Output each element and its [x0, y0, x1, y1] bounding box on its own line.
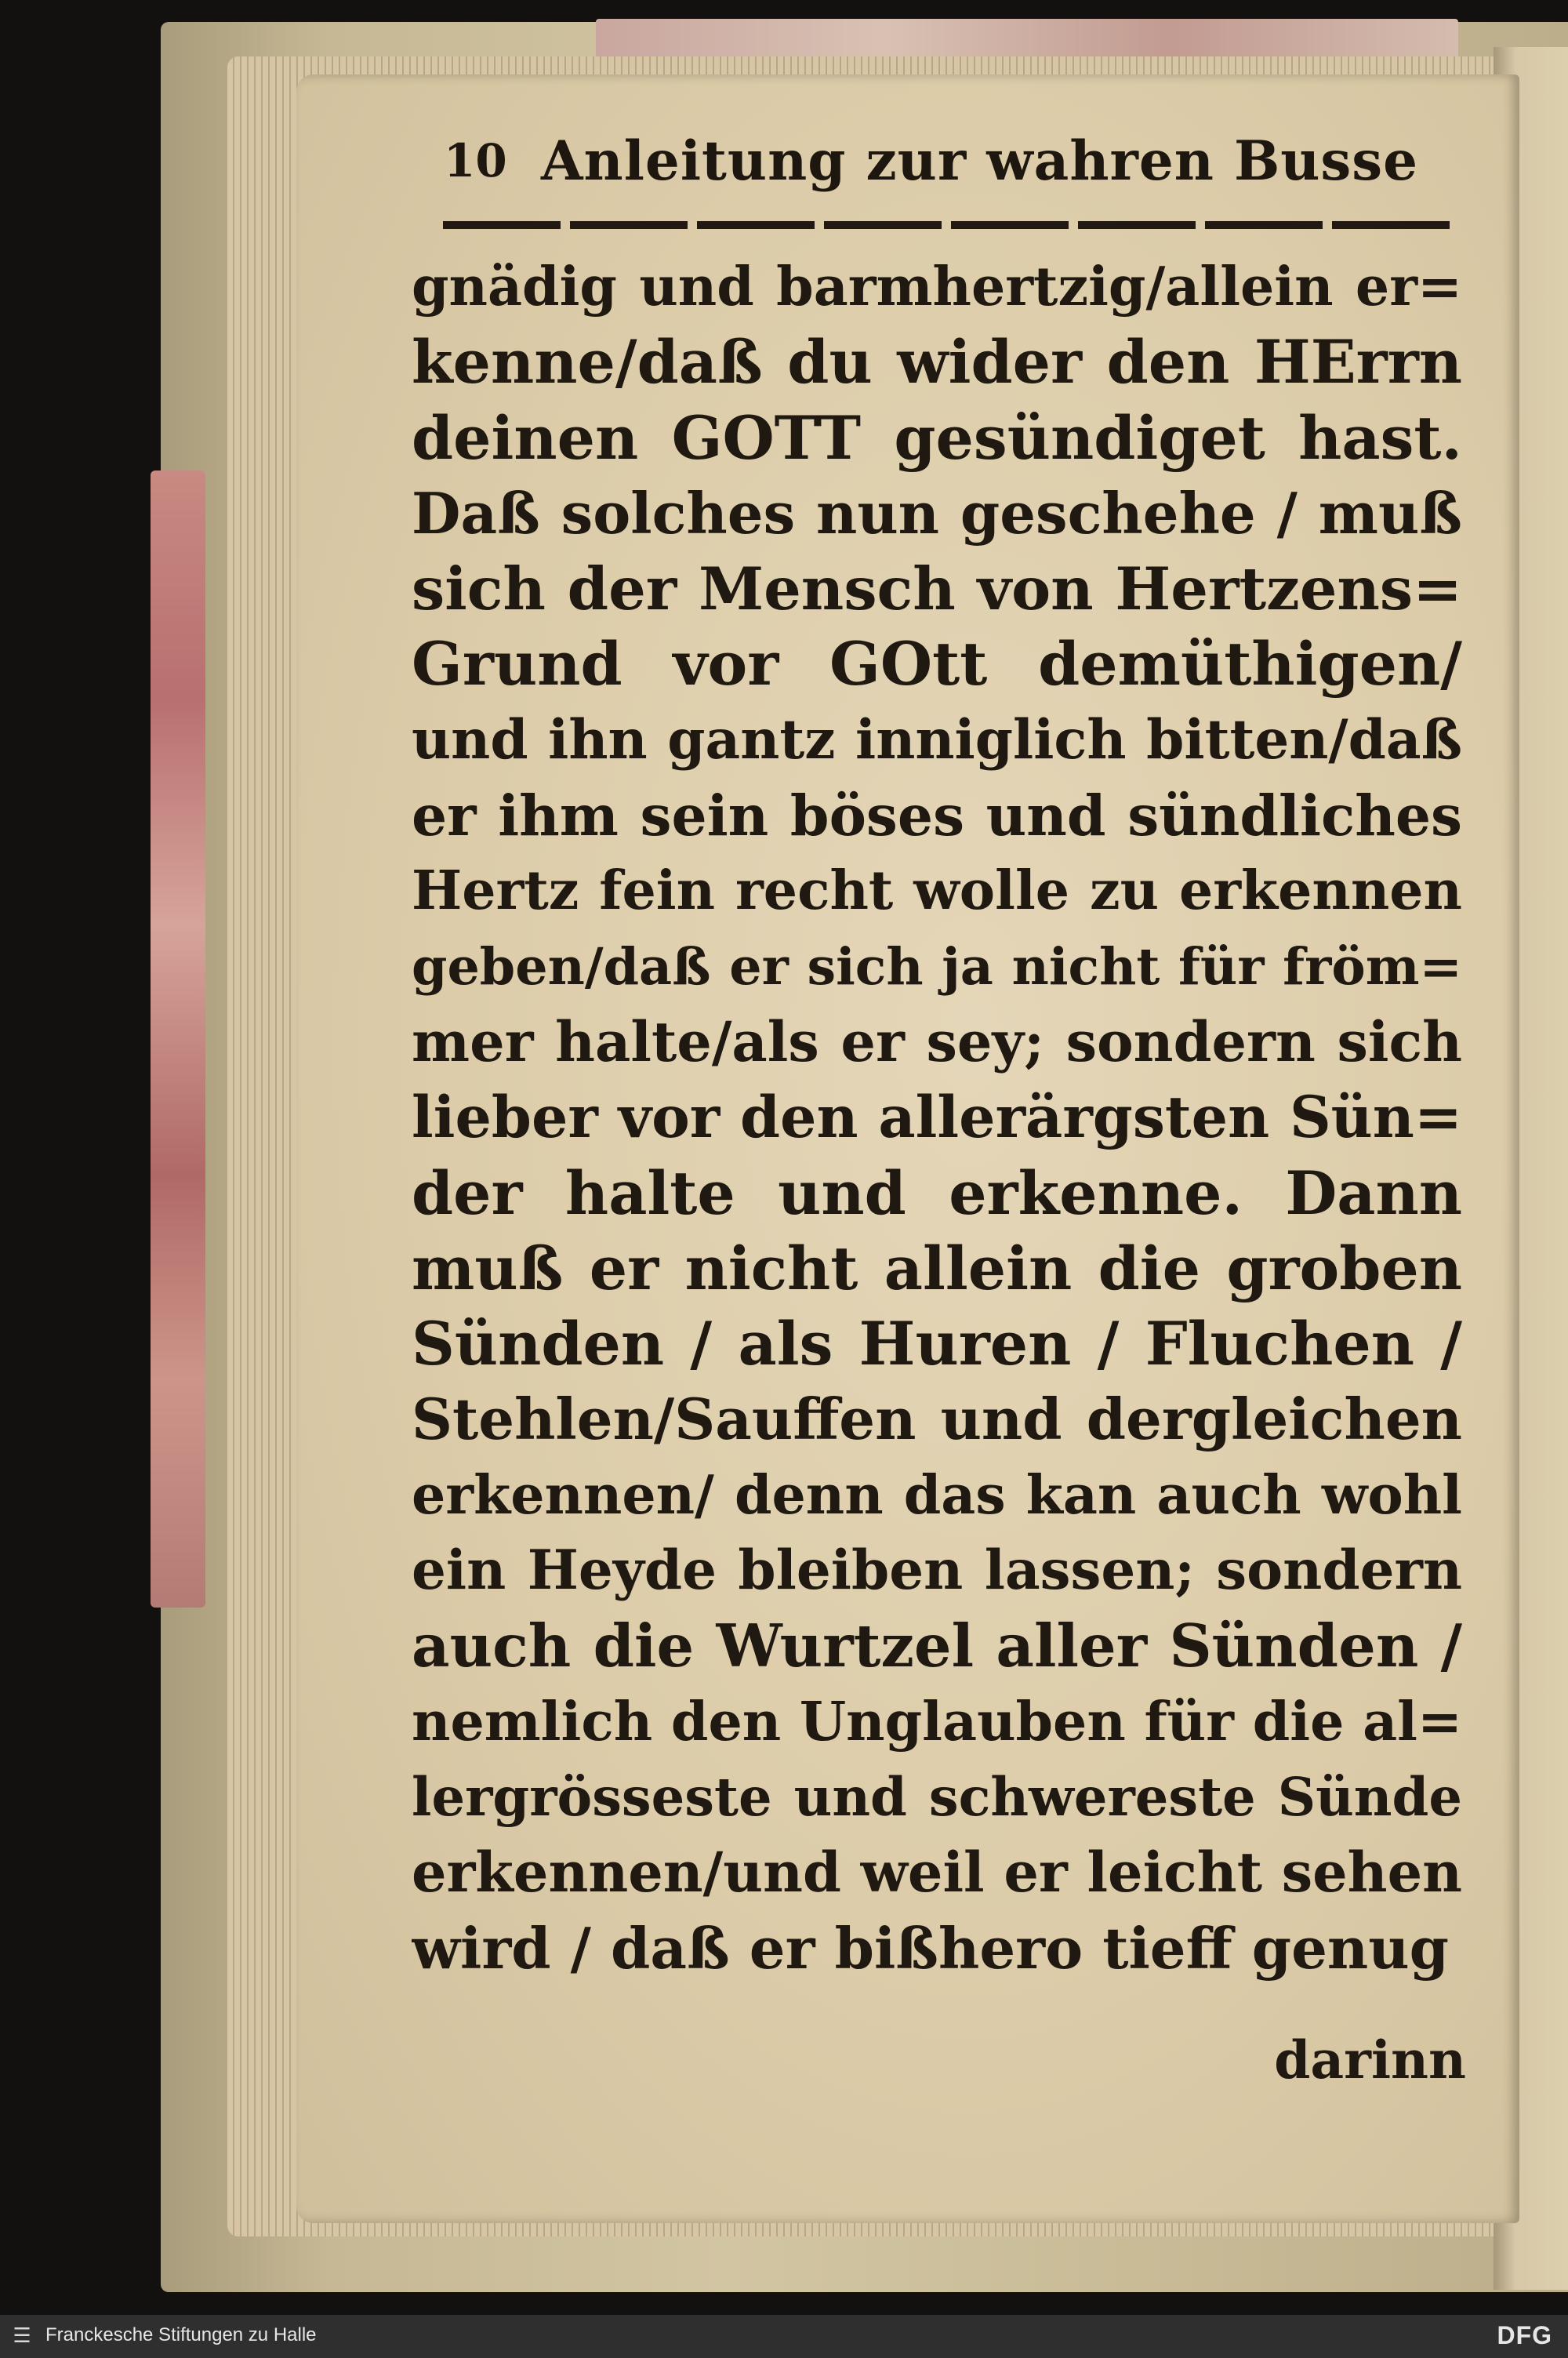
institution-seal-icon: ☰ [13, 2324, 31, 2348]
text-line: wird / daß er bißhero tieff genug [412, 1914, 1449, 1982]
text-line: und ihn gantz inniglich bitten/daß [412, 707, 1462, 772]
page-header [439, 129, 1427, 200]
text-line: Stehlen/Sauffen und dergleichen [412, 1386, 1462, 1453]
header-rule [443, 221, 1454, 229]
marbled-cover-edge [151, 471, 205, 1608]
text-line: sich der Mensch von Hertzens= [412, 554, 1462, 624]
footer-dfg-logo: DFG [1497, 2321, 1552, 2349]
text-line: geben/daß er sich ja nicht für fröm= [412, 936, 1462, 997]
page-number: 10 [444, 134, 507, 187]
running-head: Anleitung zur wahren Busse [541, 129, 1419, 193]
text-line: kenne/daß du wider den HErrn [412, 327, 1462, 398]
text-line: mer halte/als er sey; sondern sich [412, 1008, 1462, 1074]
text-line: nemlich den Unglauben für die al= [412, 1690, 1462, 1753]
text-line: ein Heyde bleiben lassen; sondern [412, 1539, 1462, 1603]
text-line: der halte und erkenne. Dann [412, 1157, 1462, 1228]
text-line: Daß solches nun geschehe / muß [412, 479, 1462, 547]
text-line: Grund vor GOtt demüthigen/ [412, 629, 1462, 699]
text-line: gnädig und barmhertzig/allein er= [412, 256, 1462, 318]
footer-institution-label: Franckesche Stiftungen zu Halle [45, 2324, 317, 2345]
text-line: er ihm sein böses und sündliches [412, 783, 1462, 849]
body-text [412, 249, 1462, 1986]
text-line: auch die Wurtzel aller Sünden / [412, 1611, 1462, 1681]
text-line: muß er nicht allein die groben [412, 1233, 1462, 1303]
text-line: lieber vor den allerärgsten Sün= [412, 1084, 1462, 1152]
text-line: deinen GOTT gesündiget hast. [412, 402, 1462, 473]
text-line: Hertz fein recht wolle zu erkennen [412, 859, 1462, 923]
text-line: lergrösseste und schwereste Sünde [412, 1765, 1462, 1828]
catchword: darinn [1274, 2029, 1466, 2091]
text-line: Sünden / als Huren / Fluchen / [412, 1309, 1462, 1379]
text-line: erkennen/ denn das kan auch wohl [412, 1463, 1462, 1527]
text-line: erkennen/und weil er leicht sehen [412, 1840, 1462, 1906]
